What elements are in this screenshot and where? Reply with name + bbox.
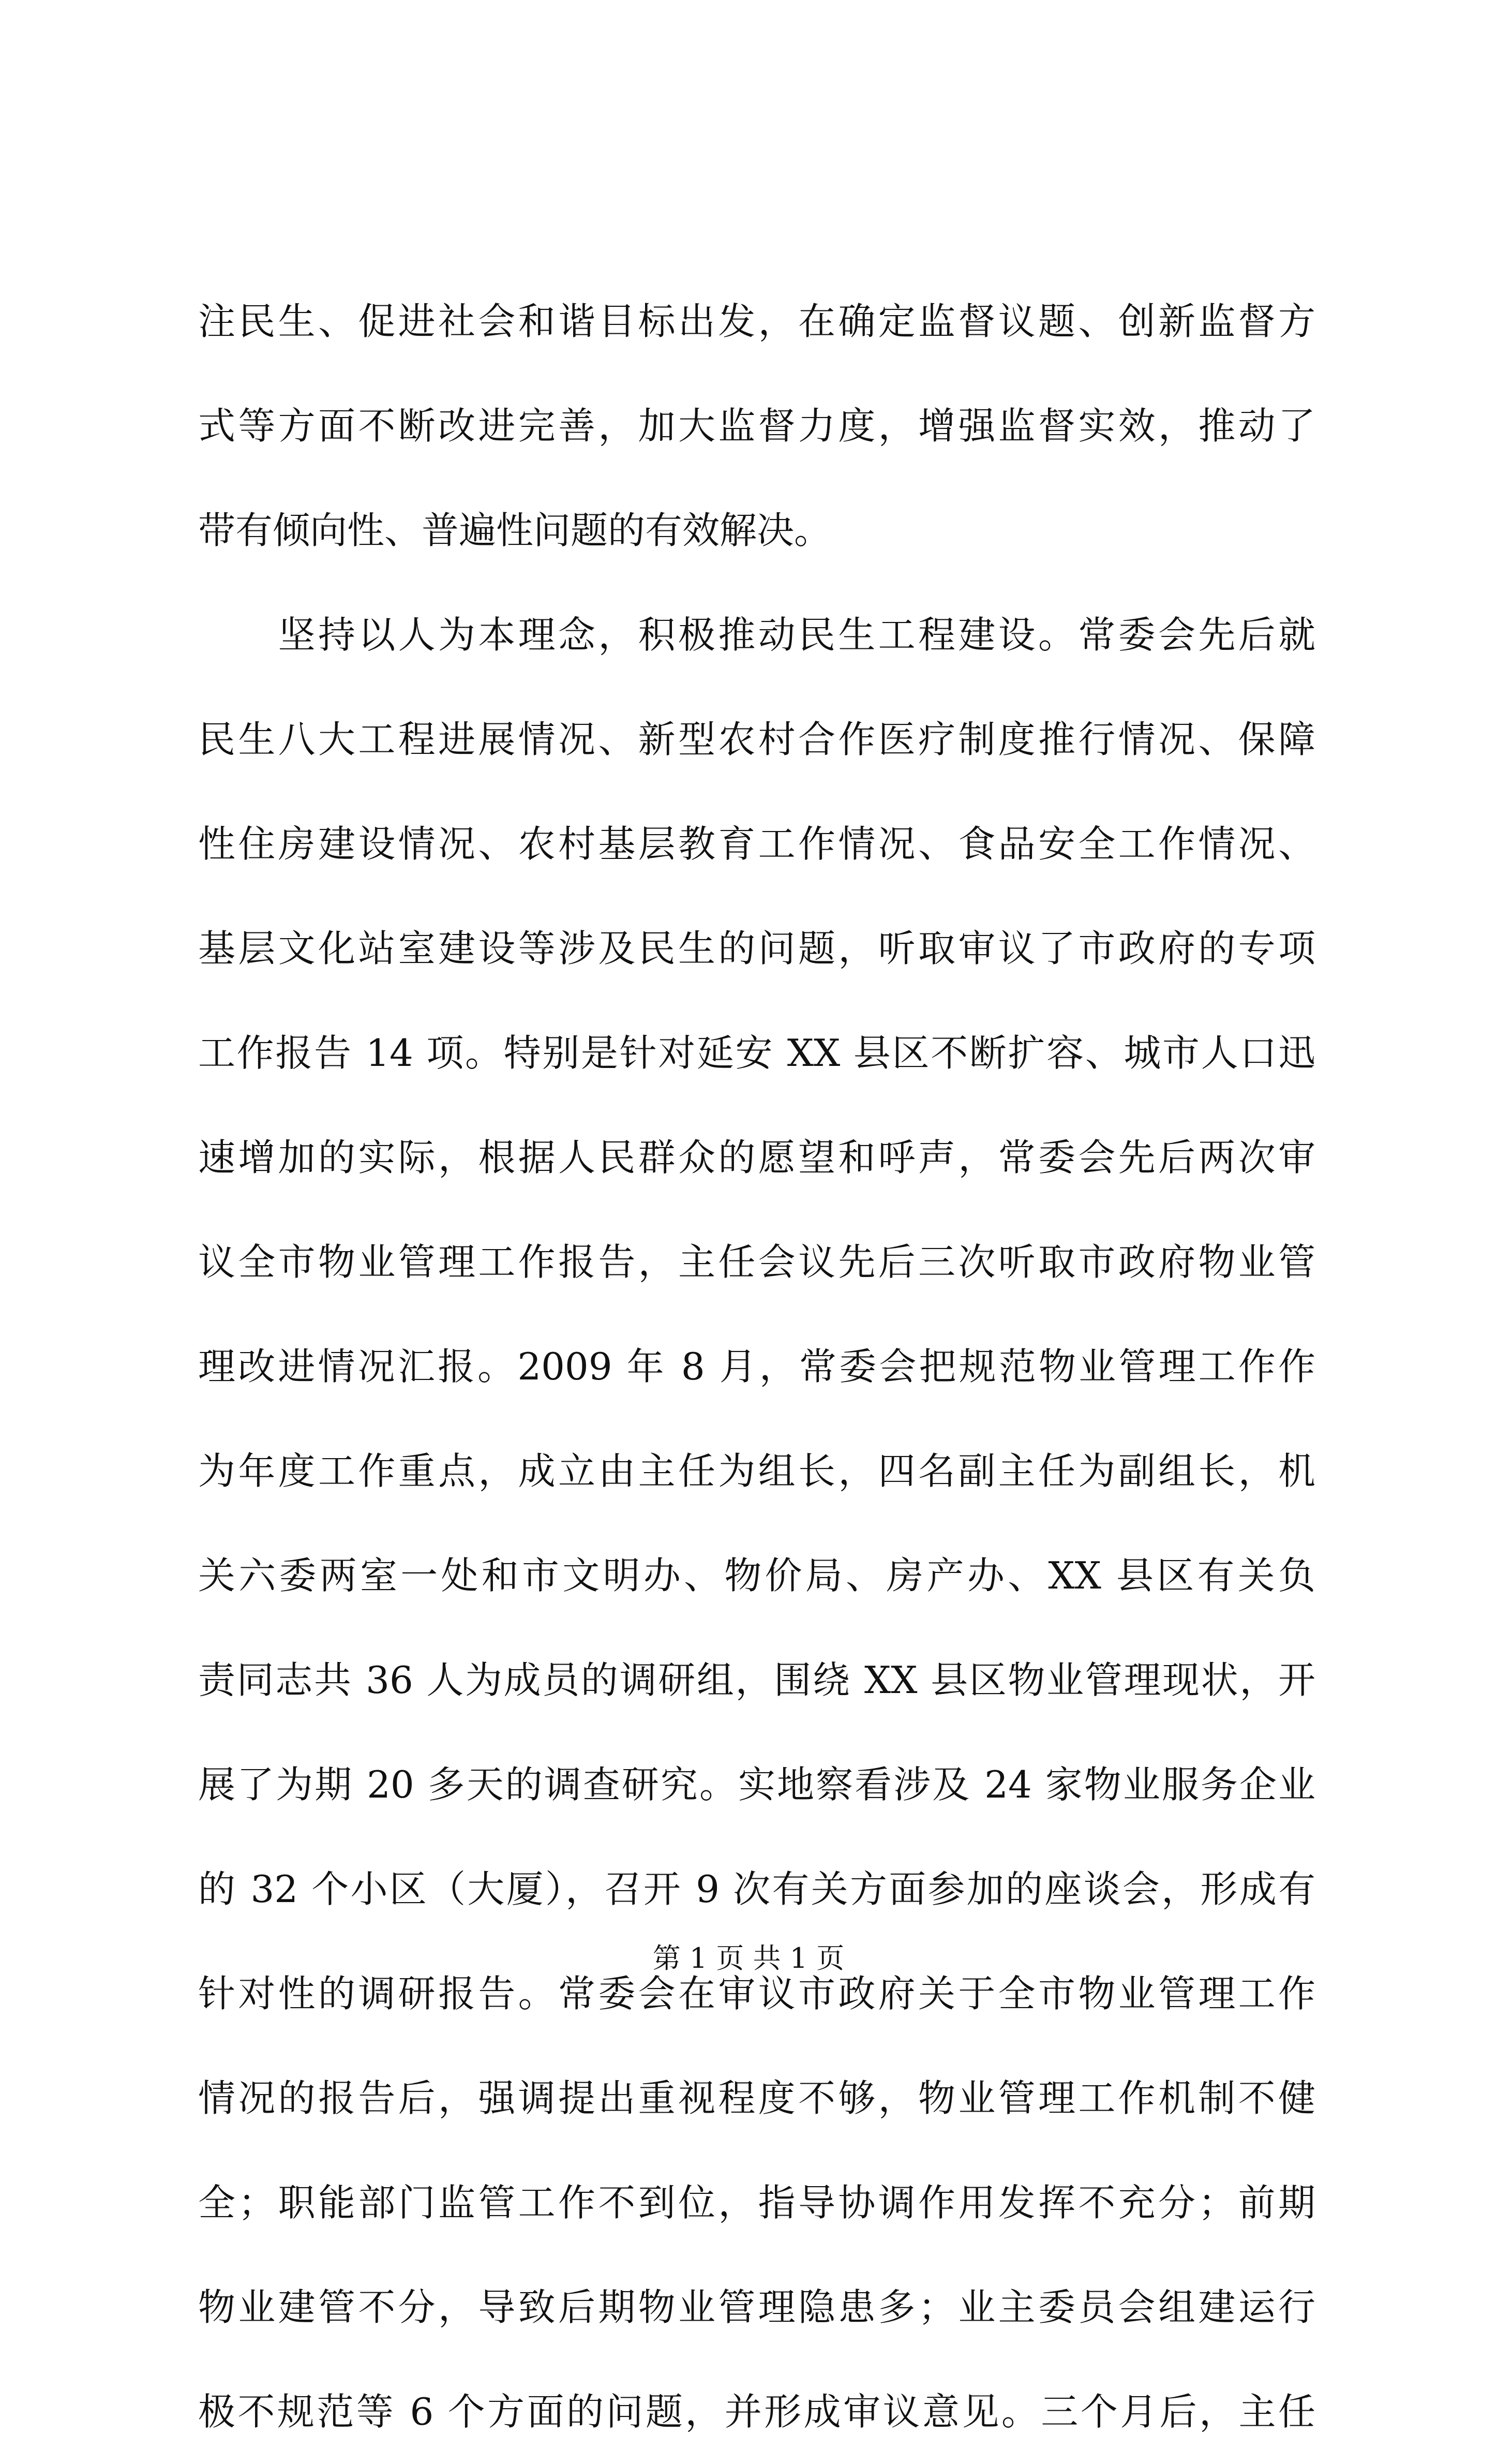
text-line: 责同志共 36 人为成员的调研组，围绕 XX 县区物业管理现状，开 [198,1658,1315,1702]
text-line: 极不规范等 6 个方面的问题，并形成审议意见。三个月后，主任 [198,2390,1315,2433]
text-line: 关六委两室一处和市文明办、物价局、房产办、XX 县区有关负 [198,1554,1315,1597]
text-line: 工作报告 14 项。特别是针对延安 XX 县区不断扩容、城市人口迅 [198,1031,1315,1075]
text-line: 展了为期 20 多天的调查研究。实地察看涉及 24 家物业服务企业 [198,1763,1315,1806]
text-line: 基层文化站室建设等涉及民生的问题，听取审议了市政府的专项 [198,927,1315,970]
text-line: 理改进情况汇报。2009 年 8 月，常委会把规范物业管理工作作 [198,1345,1315,1388]
text-line: 针对性的调研报告。常委会在审议市政府关于全市物业管理工作 [198,1972,1315,2015]
text-line: 议全市物业管理工作报告，主任会议先后三次听取市政府物业管 [198,1240,1315,1284]
text-line: 坚持以人为本理念，积极推动民生工程建设。常委会先后就 [198,613,1315,657]
text-line: 式等方面不断改进完善，加大监督力度，增强监督实效，推动了 [198,404,1315,448]
text-line: 速增加的实际，根据人民群众的愿望和呼声，常委会先后两次审 [198,1136,1315,1179]
text-line: 全；职能部门监管工作不到位，指导协调作用发挥不充分；前期 [198,2181,1315,2224]
page-footer: 第 1 页 共 1 页 [652,1942,845,1975]
body-text [198,269,1315,2464]
text-line: 带有倾向性、普遍性问题的有效解决。 [198,509,832,552]
text-line: 为年度工作重点，成立由主任为组长，四名副主任为副组长，机 [198,1449,1315,1493]
text-line: 情况的报告后，强调提出重视程度不够，物业管理工作机制不健 [198,2076,1315,2120]
text-line: 性住房建设情况、农村基层教育工作情况、食品安全工作情况、 [198,822,1315,866]
text-line: 注民生、促进社会和谐目标出发，在确定监督议题、创新监督方 [198,300,1315,343]
text-line: 物业建管不分，导致后期物业管理隐患多；业主委员会组建运行 [198,2285,1315,2329]
text-line: 的 32 个小区（大厦），召开 9 次有关方面参加的座谈会，形成有 [198,1867,1315,1911]
text-line: 民生八大工程进展情况、新型农村合作医疗制度推行情况、保障 [198,718,1315,761]
